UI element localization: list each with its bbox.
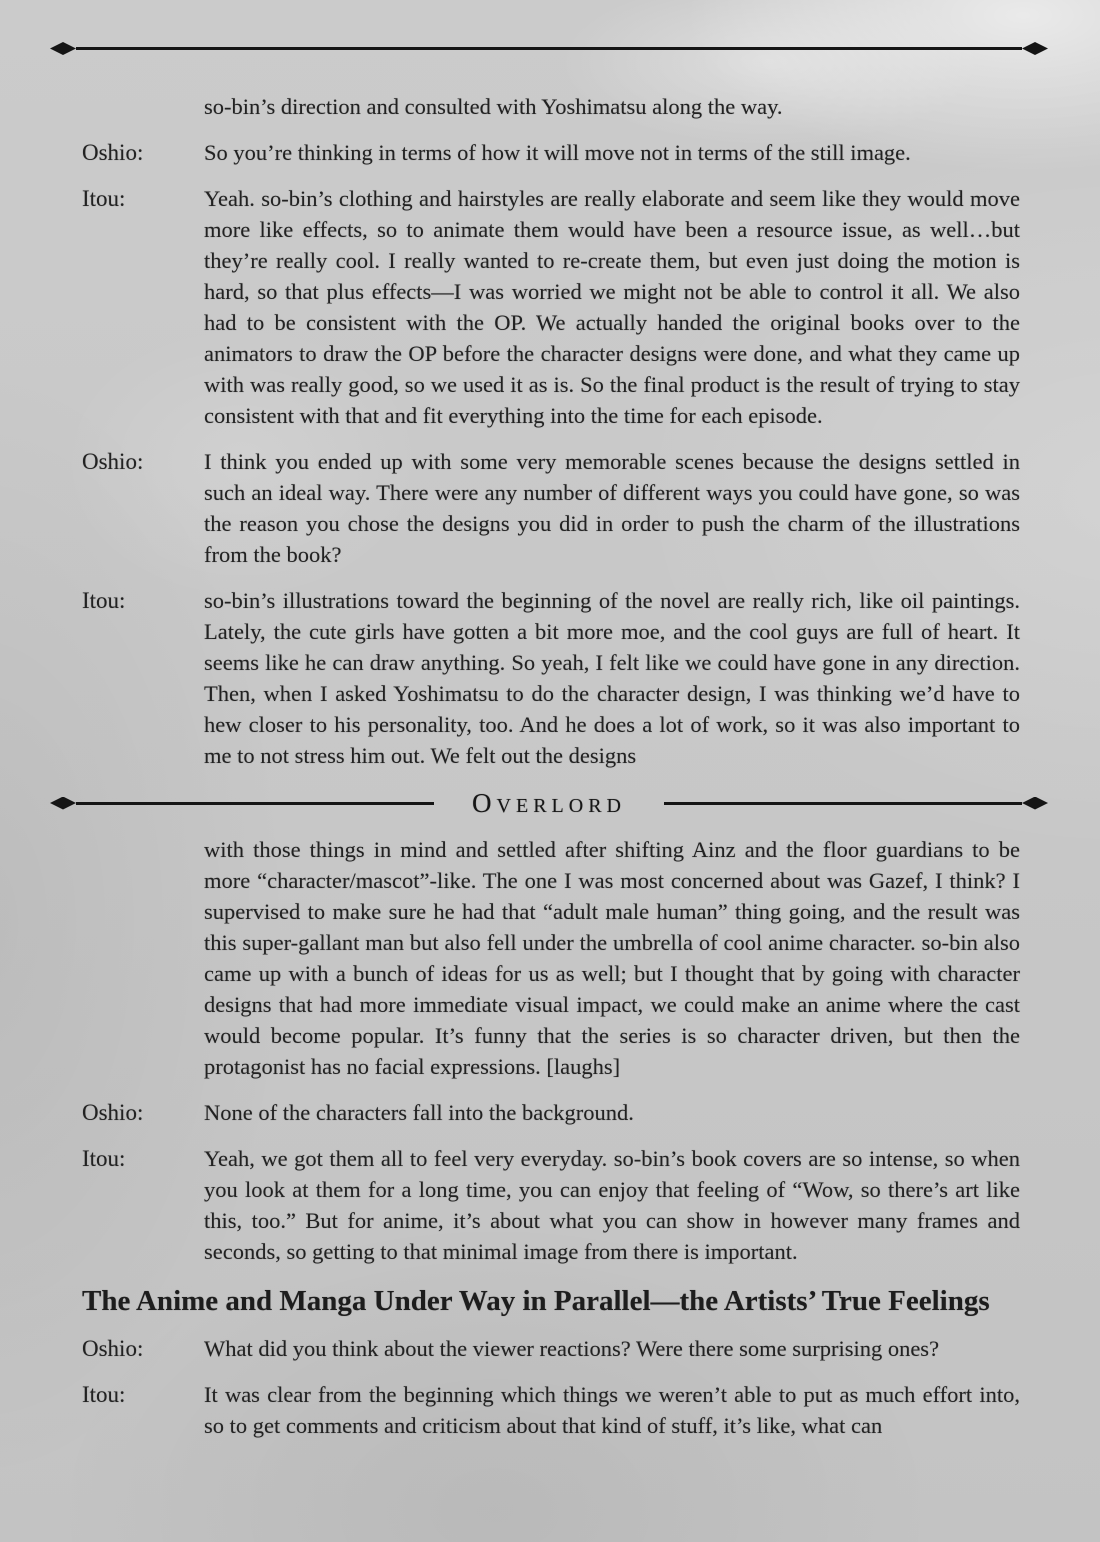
top-rule	[50, 42, 1048, 55]
section-heading: The Anime and Manga Under Way in Parallel—the Artists’ True Feelings	[82, 1285, 990, 1317]
speaker-label: Itou:	[82, 1146, 126, 1171]
dialogue-section-2	[82, 834, 1020, 1267]
speaker-label: Oshio:	[82, 140, 144, 165]
section-divider	[50, 786, 1048, 820]
dialogue-row	[82, 834, 1020, 1082]
dialogue-row	[82, 137, 1020, 168]
diamond-ornament-left	[50, 42, 76, 55]
dialogue-text: None of the characters fall into the background.	[204, 1100, 634, 1125]
dialogue-text: It was clear from the beginning which things we weren’t able to put as much effort into, so to get comments and criticism about that kind of stuff, it’s like, what can	[204, 1382, 1020, 1438]
dialogue-text: Yeah, we got them all to feel very everyday. so-bin’s book covers are so intense, so when you look at them for a long time, you can enjoy that feeling of “Wow, so there’s art like this, too.” But for anime, it’s about what you can show in however many frames and seconds, so getting to that minimal image from there is important.	[204, 1146, 1020, 1264]
rule-line	[76, 47, 1022, 50]
speaker-label: Itou:	[82, 1382, 126, 1407]
dialogue-text: so-bin’s illustrations toward the beginning of the novel are really rich, like oil paintings. Lately, the cute girls have gotten a bit more moe, and the cool guys are full of heart. It seems like he can draw anything. So yeah, I felt like we could have gone in any direction. Then, when I asked Yoshimatsu to do the character design, I was thinking we’d have to hew closer to his personality, too. And he does a lot of work, so it was also important to me to not stress him out. We felt out the designs	[204, 588, 1020, 768]
speaker-label: Itou:	[82, 186, 126, 211]
overlord-logotype: OVERLORD	[472, 787, 626, 818]
dialogue-row	[82, 1097, 1020, 1128]
dialogue-text: What did you think about the viewer reactions? Were there some surprising ones?	[204, 1336, 940, 1361]
dialogue-text: Yeah. so-bin’s clothing and hairstyles are really elaborate and seem like they would move more like effects, so to animate them would have been a resource issue, as well…but they’re really cool. I really wanted to re-create them, but even just doing the motion is hard, so that plus effects—I was worried we might not be able to control it all. We also had to be consistent with the OP. We actually handed the original books over to the animators to draw the OP before the character designs were done, and what they came up with was really good, so we used it as is. So the final product is the result of trying to stay consistent with that and fit everything into the time for each episode.	[204, 186, 1020, 428]
dialogue-row	[82, 1333, 1020, 1364]
diamond-ornament-right	[1022, 797, 1048, 810]
speaker-label: Oshio:	[82, 449, 144, 474]
speaker-label: Oshio:	[82, 1336, 144, 1361]
dialogue-text: I think you ended up with some very memorable scenes because the designs settled in such an ideal way. There were any number of different ways you could have gone, so was the reason you chose the designs you did in order to push the charm of the illustrations from the book?	[204, 449, 1020, 567]
dialogue-section-3	[82, 1333, 1020, 1441]
speaker-label: Oshio:	[82, 1100, 144, 1125]
dialogue-section-1	[82, 91, 1020, 771]
speaker-label	[82, 91, 204, 122]
speaker-label	[82, 834, 204, 1082]
dialogue-text: with those things in mind and settled after shifting Ainz and the floor guardians to be more “character/mascot”-like. The one I was most concerned about was Gazef, I think? I supervised to make sure he had that “adult male human” thing going, and the result was this super-gallant man but also fell under the umbrella of cool anime character. so-bin also came up with a bunch of ideas for us as well; but I thought that by going with character designs that had more immediate visual impact, we could make an anime where the cast would become popular. It’s funny that the series is so character driven, but then the protagonist has no facial expressions. [laughs]	[204, 837, 1020, 1079]
dialogue-row	[82, 585, 1020, 771]
rule-line	[664, 802, 1022, 805]
speaker-label: Itou:	[82, 588, 126, 613]
diamond-ornament-left	[50, 797, 76, 810]
rule-line	[76, 802, 434, 805]
dialogue-text: so-bin’s direction and consulted with Yoshimatsu along the way.	[204, 94, 783, 119]
dialogue-row	[82, 446, 1020, 570]
dialogue-row	[82, 1143, 1020, 1267]
dialogue-row	[82, 183, 1020, 431]
dialogue-text: So you’re thinking in terms of how it will move not in terms of the still image.	[204, 140, 911, 165]
dialogue-row	[82, 1379, 1020, 1441]
dialogue-row	[82, 91, 1020, 122]
diamond-ornament-right	[1022, 42, 1048, 55]
